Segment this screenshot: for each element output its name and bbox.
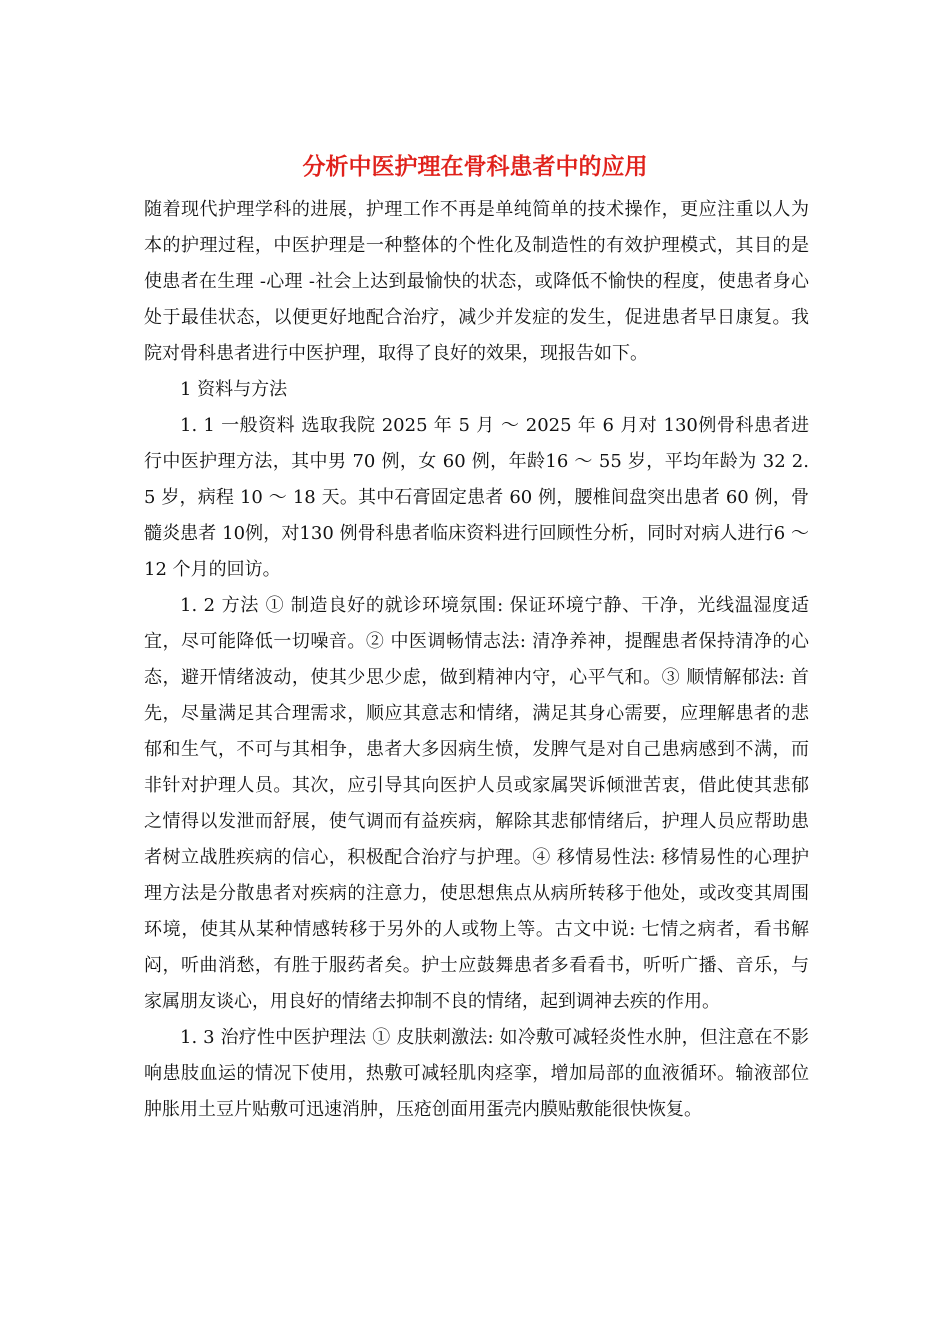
document-title: 分析中医护理在骨科患者中的应用 (302, 153, 648, 180)
paragraph-methods: 1. 2 方法 ① 制造良好的就诊环境氛围: 保证环境宁静、干净，光线温湿度适宜，尽可能降低一切噪音。② 中医调畅情志法: 清净养神，提醒患者保持清净的心态，避开情绪波动，使其少思少虑，做到精神内守，心平气和。③ 顺情解郁法: 首先，尽量满足其合理需求，顺应其意志和情绪，满足其身心需要，应理解患者的悲郁和生气，不可与其相争，患者大多因病生愤，发脾气是对自己患病感到不满，而非针对护理人员。其次，应引导其向医护人员或家属哭诉倾泄苦衷，借此使其悲郁之情得以发泄而舒展，使气调而有益疾病，解除其悲郁情绪后，护理人员应帮助患者树立战胜疾病的信心，积极配合治疗与护理。④ 移情易性法: 移情易性的心理护理方法是分散患者对疾病的注意力，使思想焦点从病所转移于他处，或改变其周围环境，使其从某种情感转移于另外的人或物上等。古文中说: 七情之病者，看书解闷，听曲消愁，有胜于服药者矣。护士应鼓舞患者多看看书，听听广播、音乐，与家属朋友谈心，用良好的情绪去抑制不良的情绪，起到调神去疾的作用。 (144, 595, 809, 1012)
section-heading-materials-methods: 1 资料与方法 (180, 379, 288, 400)
intro-paragraph: 随着现代护理学科的进展，护理工作不再是单纯简单的技术操作，更应注重以人为本的护理过程，中医护理是一种整体的个性化及制造性的有效护理模式，其目的是使患者在生理 -心理 -社会上达到最愉快的状态，或降低不愉快的程度，使患者身心处于最佳状态，以便更好地配合治疗，减少并发症的发生，促进患者早日康复。我院对骨科患者进行中医护理，取得了良好的效果，现报告如下。 (144, 199, 809, 364)
paragraph-therapeutic-nursing: 1. 3 治疗性中医护理法 ① 皮肤刺激法: 如冷敷可减轻炎性水肿，但注意在不影响患肢血运的情况下使用，热敷可减轻肌肉痉挛，增加局部的血液循环。输液部位肿胀用土豆片贴敷可迅速消肿，压疮创面用蛋壳内膜贴敷能很快恢复。 (144, 1027, 809, 1120)
document-body (144, 192, 809, 1128)
paragraph-general-data: 1. 1 一般资料 选取我院 2025 年 5 月 ～ 2025 年 6 月对 130例骨科患者进行中医护理方法，其中男 70 例，女 60 例，年龄16 ～ 55 岁，平均年龄为 32 2. 5 岁，病程 10 ～ 18 天。其中石膏固定患者 60 例，腰椎间盘突出患者 60 例，骨髓炎患者 10例，对130 例骨科患者临床资料进行回顾性分析，同时对病人进行6 ～12 个月的回访。 (144, 415, 809, 580)
